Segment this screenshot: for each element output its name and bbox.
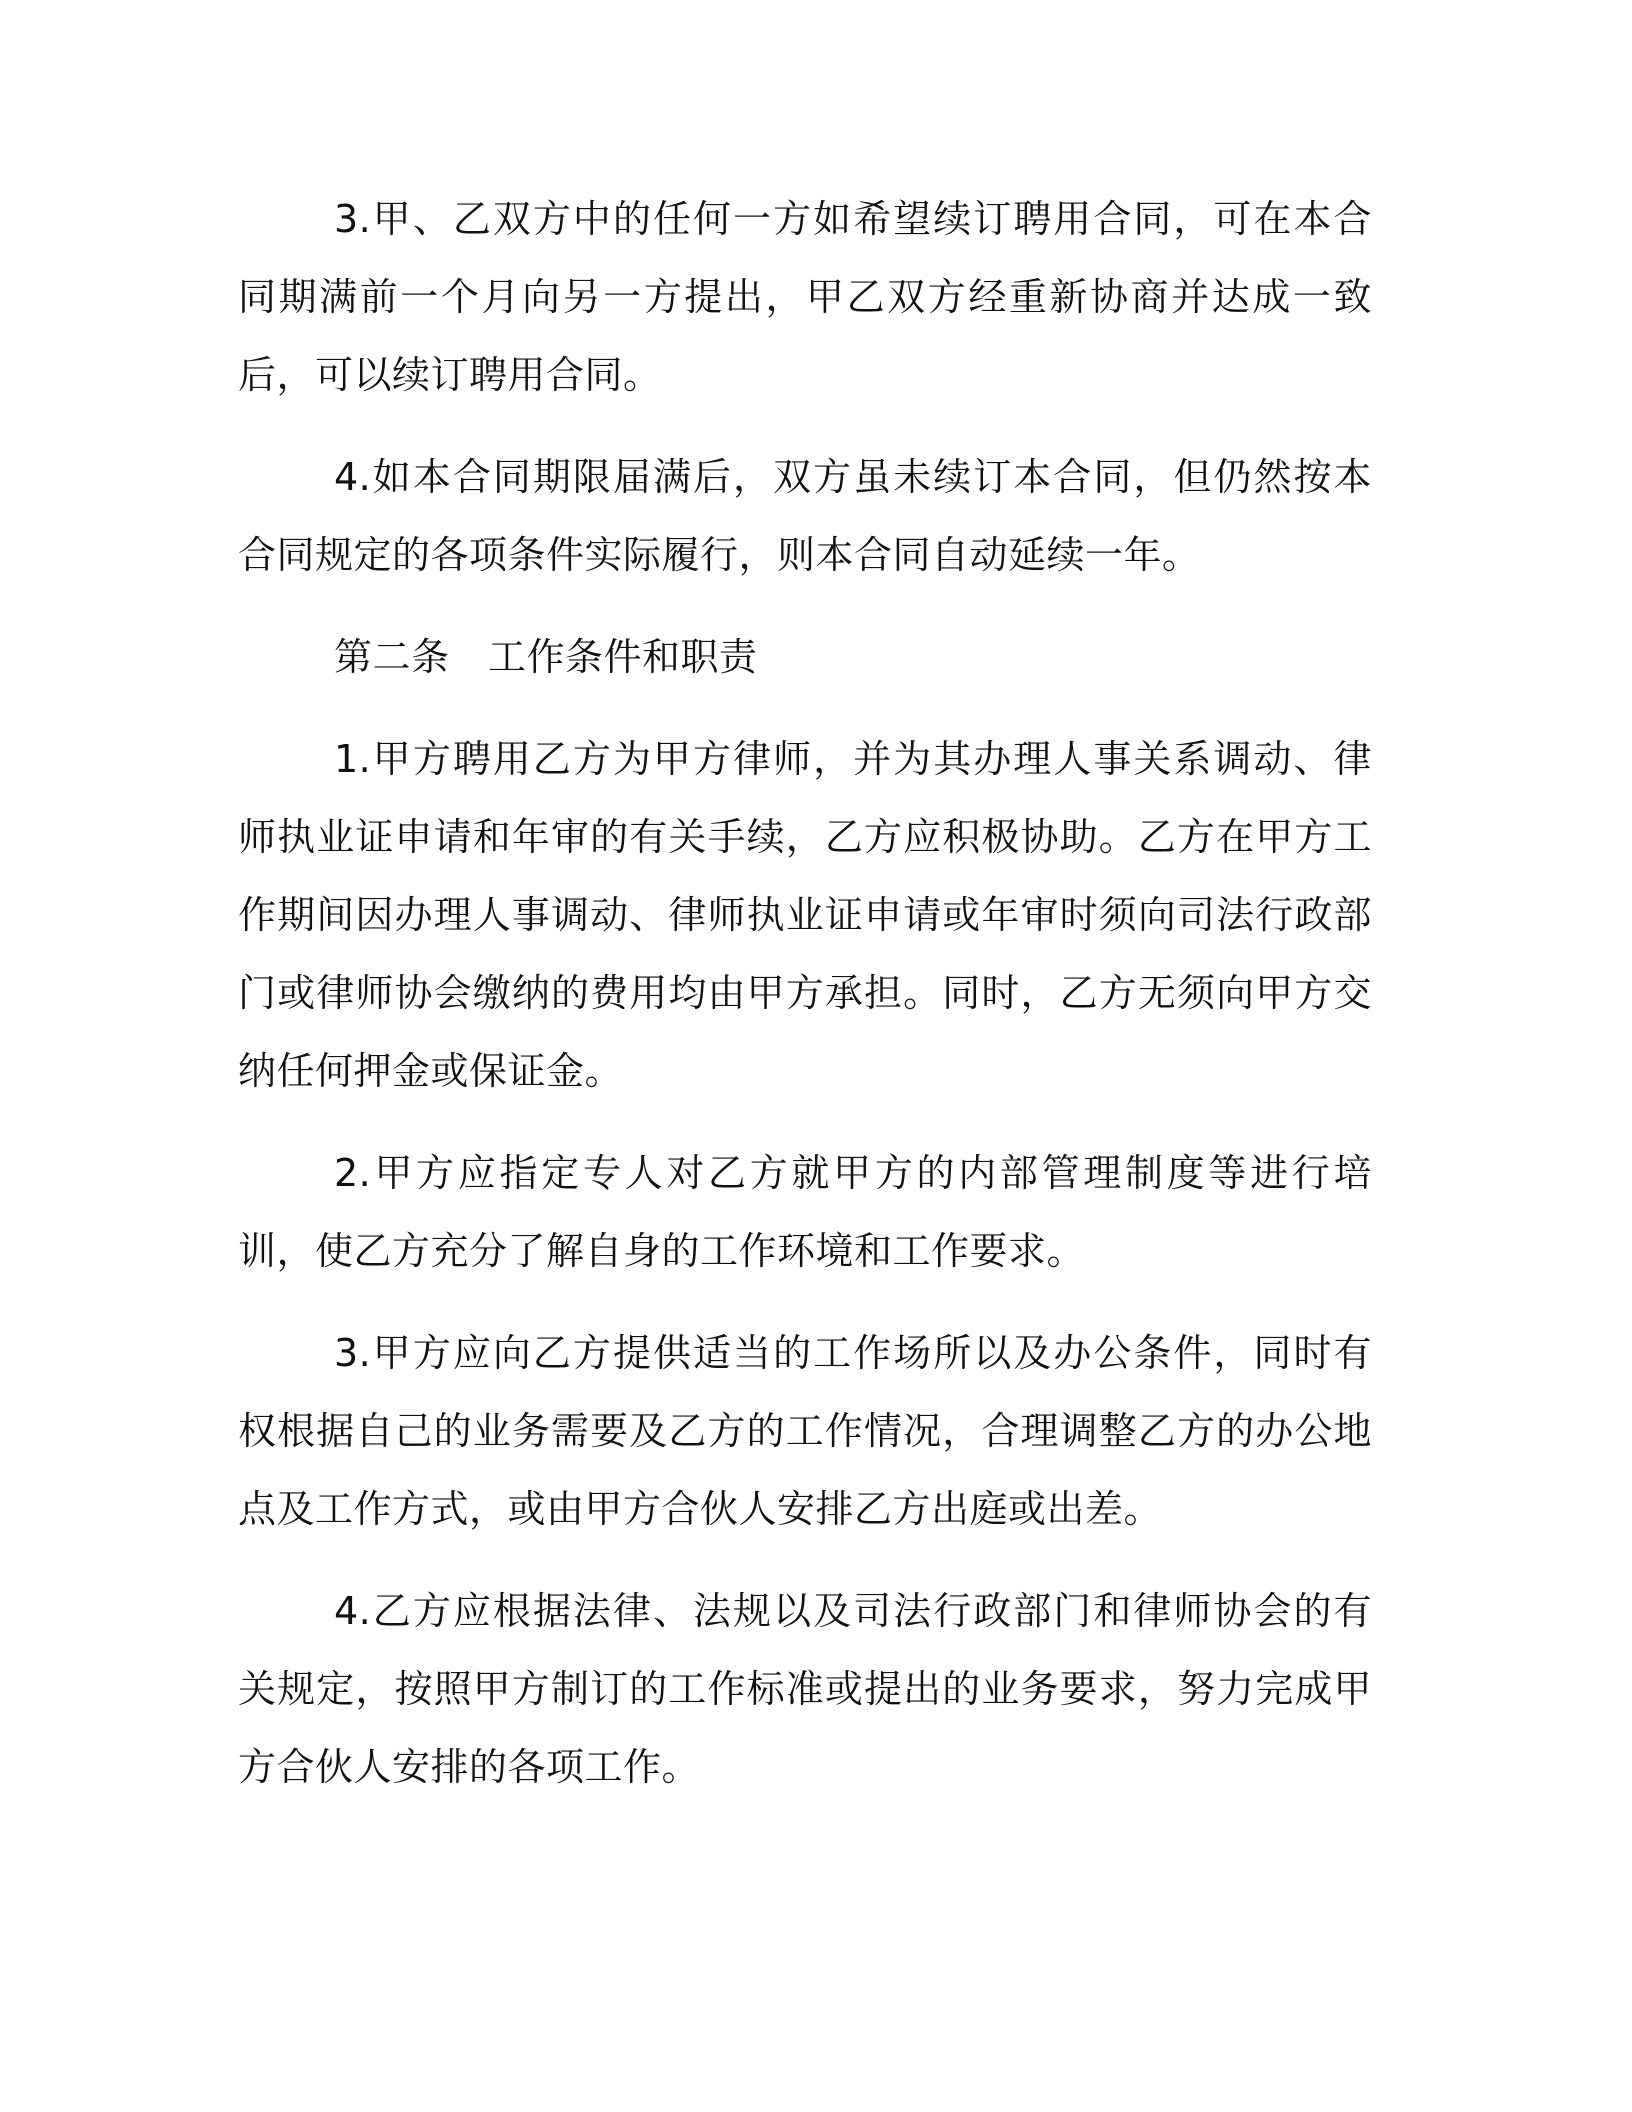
paragraph-workplace: 3.甲方应向乙方提供适当的工作场所以及办公条件，同时有权根据自己的业务需要及乙方的工作情况，合理调整乙方的办公地点及工作方式，或由甲方合伙人安排乙方出庭或出差。: [238, 1331, 1372, 1531]
paragraph-training: 2.甲方应指定专人对乙方就甲方的内部管理制度等进行培训，使乙方充分了解自身的工作环境和工作要求。: [238, 1151, 1372, 1273]
paragraph-duties: 4.乙方应根据法律、法规以及司法行政部门和律师协会的有关规定，按照甲方制订的工作标准或提出的业务要求，努力完成甲方合伙人安排的各项工作。: [238, 1589, 1372, 1789]
document-body: [238, 180, 1372, 1830]
paragraph-auto-extension: 4.如本合同期限届满后，双方虽未续订本合同，但仍然按本合同规定的各项条件实际履行，则本合同自动延续一年。: [238, 455, 1372, 577]
paragraph-renewal: 3.甲、乙双方中的任何一方如希望续订聘用合同，可在本合同期满前一个月向另一方提出，甲乙双方经重新协商并达成一致后，可以续订聘用合同。: [238, 197, 1372, 397]
section-heading: 第二条 工作条件和职责: [334, 635, 758, 679]
paragraph-appointment: 1.甲方聘用乙方为甲方律师，并为其办理人事关系调动、律师执业证申请和年审的有关手续，乙方应积极协助。乙方在甲方工作期间因办理人事调动、律师执业证申请或年审时须向司法行政部门或律师协会缴纳的费用均由甲方承担。同时，乙方无须向甲方交纳任何押金或保证金。: [238, 737, 1372, 1093]
